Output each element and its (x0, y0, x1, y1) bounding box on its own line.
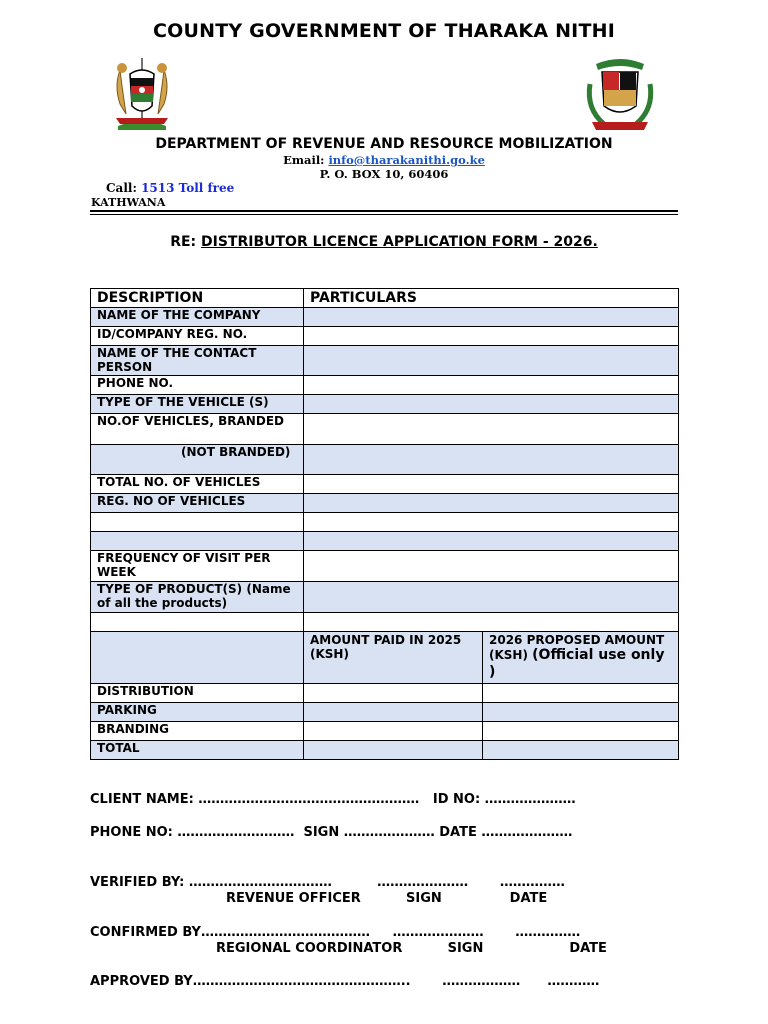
client-name-line: CLIENT NAME: …………………………………………… ID NO: ………………… (90, 792, 576, 807)
row-label: ID/COMPANY REG. NO. (91, 327, 304, 346)
fee-2025-input[interactable] (304, 703, 483, 722)
fee-2026-input[interactable] (483, 684, 679, 703)
row-input[interactable] (304, 346, 679, 376)
approved-by-line: APPROVED BY………………………………………….. ……………… ………… (90, 974, 600, 989)
email-label: Email: (283, 153, 329, 167)
amount-header-blank (91, 632, 304, 684)
call-line (106, 181, 234, 195)
kenya-coat-of-arms-logo (108, 56, 176, 132)
row-input[interactable] (304, 613, 679, 632)
row-label: FREQUENCY OF VISIT PER WEEK (91, 551, 304, 582)
table-row (91, 308, 679, 327)
subject-line (0, 234, 768, 250)
table-row (91, 376, 679, 395)
fee-2025-input[interactable] (304, 684, 483, 703)
page-title: COUNTY GOVERNMENT OF THARAKA NITHI (153, 20, 615, 42)
postal-address: P. O. BOX 10, 60406 (319, 167, 449, 181)
row-input[interactable] (304, 494, 679, 513)
fee-2026-input[interactable] (483, 741, 679, 760)
row-input[interactable] (304, 414, 679, 445)
amount-header-row (91, 632, 679, 684)
particulars-header: PARTICULARS (304, 289, 679, 308)
header-divider (90, 210, 678, 212)
table-row (91, 346, 679, 376)
verified-by-labels: REVENUE OFFICER SIGN DATE (226, 891, 548, 906)
fee-2026-input[interactable] (483, 703, 679, 722)
row-input[interactable] (304, 308, 679, 327)
description-header: DESCRIPTION (91, 289, 304, 308)
department-name: DEPARTMENT OF REVENUE AND RESOURCE MOBILIZATION (155, 136, 613, 152)
location-label: KATHWANA (91, 196, 166, 209)
row-label: NAME OF THE COMPANY (91, 308, 304, 327)
row-label: REG. NO OF VEHICLES (91, 494, 304, 513)
fee-label: DISTRIBUTION (91, 684, 304, 703)
fee-label: BRANDING (91, 722, 304, 741)
row-input[interactable] (304, 582, 679, 613)
row-label (91, 513, 304, 532)
row-input[interactable] (304, 445, 679, 475)
row-label: TOTAL NO. OF VEHICLES (91, 475, 304, 494)
row-label: NAME OF THE CONTACT PERSON (91, 346, 304, 376)
table-row (91, 551, 679, 582)
table-row (91, 395, 679, 414)
fee-2025-input[interactable] (304, 741, 483, 760)
subject-text: DISTRIBUTOR LICENCE APPLICATION FORM - 2026. (201, 234, 598, 250)
row-input[interactable] (304, 376, 679, 395)
row-label: TYPE OF PRODUCT(S) (Name of all the products) (91, 582, 304, 613)
toll-free-number: 1513 Toll free (141, 181, 235, 195)
header-divider-thin (90, 214, 678, 215)
application-form-table (90, 288, 679, 760)
fee-label: PARKING (91, 703, 304, 722)
row-input[interactable] (304, 475, 679, 494)
table-row (91, 445, 679, 475)
fee-row (91, 722, 679, 741)
tharaka-nithi-county-seal-logo (582, 54, 658, 136)
fee-2026-input[interactable] (483, 722, 679, 741)
row-label: NO.OF VEHICLES, BRANDED (91, 414, 304, 445)
call-label: Call: (106, 181, 142, 195)
fee-row (91, 741, 679, 760)
fee-row (91, 703, 679, 722)
amount-2025-header: AMOUNT PAID IN 2025 (KSH) (304, 632, 483, 684)
table-row (91, 513, 679, 532)
row-label (91, 613, 304, 632)
table-row (91, 494, 679, 513)
phone-sign-date-line: PHONE NO: ……………………… SIGN ………………… DATE ………………… (90, 825, 573, 840)
table-row (91, 475, 679, 494)
row-label: TYPE OF THE VEHICLE (S) (91, 395, 304, 414)
row-label (91, 445, 304, 475)
table-row (91, 582, 679, 613)
table-row (91, 414, 679, 445)
confirmed-by-line: CONFIRMED BY………………………………… ………………… …………… (90, 925, 581, 940)
fee-2025-input[interactable] (304, 722, 483, 741)
row-input[interactable] (304, 513, 679, 532)
row-input[interactable] (304, 395, 679, 414)
row-label: PHONE NO. (91, 376, 304, 395)
table-row (91, 327, 679, 346)
row-input[interactable] (304, 532, 679, 551)
table-row (91, 613, 679, 632)
confirmed-by-labels: REGIONAL COORDINATOR SIGN DATE (216, 941, 607, 956)
email-link[interactable]: info@tharakanithi.go.ke (328, 153, 485, 167)
row-input[interactable] (304, 551, 679, 582)
email-line (0, 153, 768, 167)
fee-row (91, 684, 679, 703)
row-label (91, 532, 304, 551)
verified-by-line: VERIFIED BY: …………………………… ………………… …………… (90, 875, 565, 890)
not-branded-label: (NOT BRANDED) (181, 445, 291, 459)
table-row (91, 532, 679, 551)
fee-label: TOTAL (91, 741, 304, 760)
subject-prefix: RE: (170, 234, 202, 250)
row-input[interactable] (304, 327, 679, 346)
amount-2026-label: 2026 PROPOSED AMOUNT (KSH) (489, 633, 665, 662)
amount-2026-header (483, 632, 679, 684)
official-use-note: (Official use only ) (489, 647, 665, 680)
